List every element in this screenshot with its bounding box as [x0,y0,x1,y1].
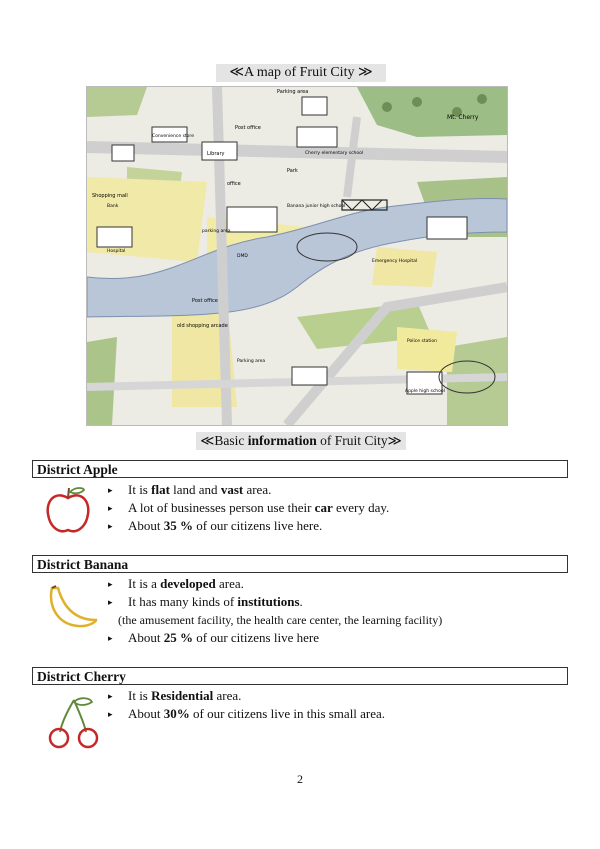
district-cherry-header: District Cherry [32,667,568,685]
map-label: Park [287,168,298,174]
map-label: old shopping arcade [177,323,228,329]
apple-icon [44,484,92,541]
map-label: Library [207,151,225,157]
map-label: Cherry elementary school [305,151,364,156]
cherry-icon [44,696,104,755]
info-heading: ≪Basic information of Fruit City≫ [196,432,406,450]
fruit-city-map [86,86,508,426]
district-apple-header: District Apple [32,460,568,478]
map-label: Police station [407,339,437,344]
map-label: Mt. Cherry [447,114,479,121]
map-label: parking area [202,229,231,234]
banana-icon [44,584,100,637]
map-label: Shopping mall [92,193,128,199]
map-label: Hospital [107,249,126,254]
list-item: ▸ It is a developed area. [108,576,244,591]
district-banana-note: (the amusement facility, the health care center, the learning facility) [118,613,443,627]
district-banana-header: District Banana [32,555,568,573]
district-banana-list [108,575,442,647]
map-label: Post office [192,298,218,304]
list-item: ▸ It has many kinds of institutions. [108,594,303,609]
map-label: Parking area [277,89,309,95]
map-label: Apple high school [405,389,445,394]
map-title: ≪A map of Fruit City ≫ [216,64,386,82]
map-label: Emergency Hospital [372,259,418,264]
map-label: Bank [107,204,119,209]
map-label: DMD [237,254,248,259]
page-number: 2 [297,772,303,786]
map-label: Parking area [237,359,266,364]
map-label: Convenience store [152,134,194,139]
map-label: Banana junior high school [287,204,346,209]
list-item: ▸ About 25 % of our citizens live here [108,630,319,645]
map-label: Post office [235,125,261,131]
map-label: office [227,181,241,187]
